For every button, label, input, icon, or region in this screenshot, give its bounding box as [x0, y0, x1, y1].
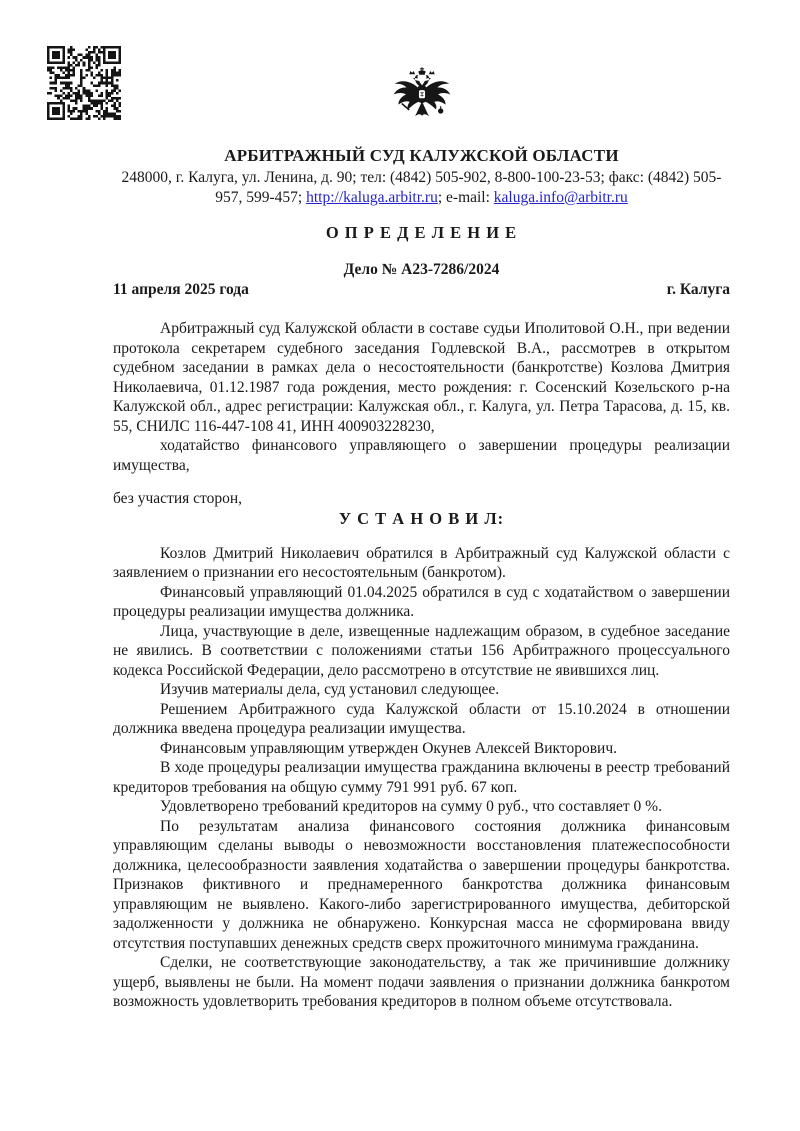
document-date: 11 апреля 2025 года [113, 280, 249, 298]
dateline [113, 280, 730, 300]
contact-text-before-site: 248000, г. Калуга, ул. Ленина, д. 90; тел: (4842) 505-902, 8-800-100-23-53; факс: (4842) 505-957, 599-457; [121, 169, 722, 206]
court-website-link[interactable]: http://kaluga.arbitr.ru [306, 188, 438, 206]
paragraph: Сделки, не соответствующие законодательству, а так же причинившие должнику ущерб, выявлены не были. На момент подачи заявления о признании должника банкротом возможность удовлетворить требования кредиторов в полном объеме отсутствовала. [113, 954, 730, 1010]
intro-paragraphs [113, 319, 730, 475]
court-email-link[interactable]: kaluga.info@arbitr.ru [493, 188, 628, 206]
established-heading: У С Т А Н О В И Л: [338, 508, 505, 528]
court-contacts [113, 168, 730, 207]
paragraph: Изучив материалы дела, суд установил следующее. [160, 681, 500, 698]
paragraph: Финансовый управляющий 01.04.2025 обратился в суд с ходатайством о завершении процедуры реализации имущества должника. [113, 583, 730, 620]
body-paragraphs [113, 544, 730, 1012]
paragraph: ходатайство финансового управляющего о завершении процедуры реализации имущества, [113, 437, 730, 474]
paragraph: Лица, участвующие в деле, извещенные надлежащим образом, в судебное заседание не явились. В соответствии с положениями статьи 156 Арбитражного процессуального кодекса Российской Федерации, дело рассмотрено в отсутствие не явившихся лиц. [113, 622, 730, 679]
qr-code-icon [47, 46, 121, 120]
document-title: О П Р Е Д Е Л Е Н И Е [325, 223, 518, 242]
document-content [113, 146, 730, 1012]
document-place: г. Калуга [666, 280, 730, 298]
contact-text-between: ; e-mail: [437, 188, 494, 206]
paragraph: Арбитражный суд Калужской области в составе судьи Иполитовой О.Н., при ведении протокола секретарем судебного заседания Годлевской В.А., рассмотрев в открытом судебном заседании в рамках дела о несостоятельности (банкротстве) Козлова Дмитрия Николаевича, 01.12.1987 года рождения, место рождения: г. Сосенский Козельского р-на Калужской обл., адрес регистрации: Калужская обл., г. Калуга, ул. Петра Тарасова, д. 15, кв. 55, СНИЛС 116-447-108 41, ИНН 400903228230, [113, 320, 730, 435]
paragraph: Решением Арбитражного суда Калужской области от 15.10.2024 в отношении должника введена процедура реализации имущества. [113, 700, 730, 737]
court-name: АРБИТРАЖНЫЙ СУД КАЛУЖСКОЙ ОБЛАСТИ [224, 146, 619, 165]
paragraph: Козлов Дмитрий Николаевич обратился в Арбитражный суд Калужской области с заявлением о признании его несостоятельным (банкротом). [113, 544, 730, 581]
paragraph: В ходе процедуры реализации имущества гражданина включены в реестр требований кредиторов требования на общую сумму 791 991 руб. 67 коп. [113, 759, 730, 796]
paragraph: Удовлетворено требований кредиторов на сумму 0 руб., что составляет 0 %. [160, 798, 662, 815]
paragraph: По результатам анализа финансового состояния должника финансовым управляющим сделаны выводы о невозможности восстановления платежеспособности должника, целесообразности заявления ходатайства о завершении процедуры банкротства. Признаков фиктивного и преднамеренного банкротства должника финансовым управляющим не выявлено. Какого-либо зарегистрированного имущества, дебиторской задолженности у должника не обнаружено. Конкурсная масса не сформирована ввиду отсутствия поступавших денежных средств сверх прожиточного минимума гражданина. [113, 817, 730, 952]
russia-coat-of-arms-icon [113, 66, 730, 124]
paragraph: Финансовым управляющим утвержден Окунев Алексей Викторович. [160, 739, 617, 757]
case-number: Дело № А23-7286/2024 [343, 261, 500, 278]
attendance-note: без участия сторон, [113, 490, 242, 507]
